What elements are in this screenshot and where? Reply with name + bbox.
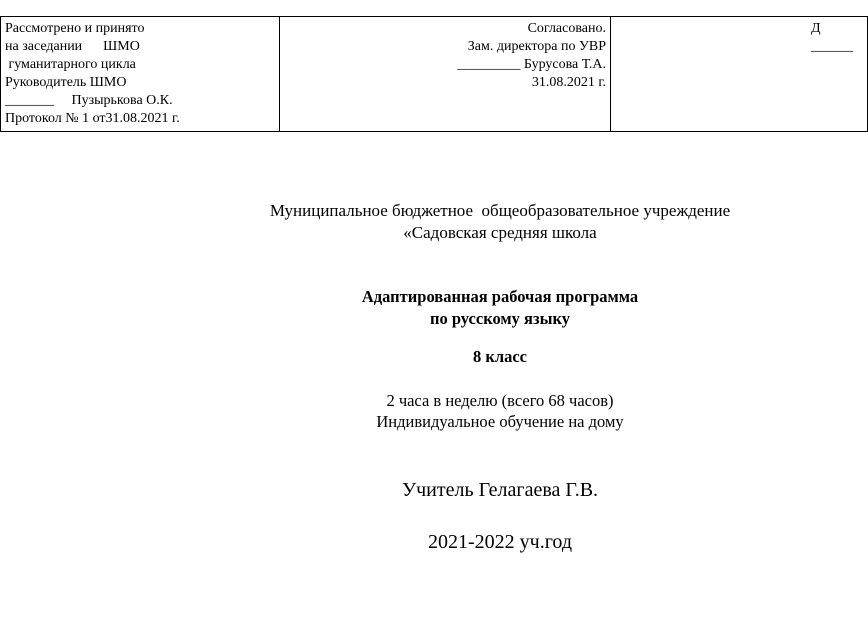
agreed-line: Зам. директора по УВР xyxy=(467,39,606,54)
agreed-line: 31.08.2021 г. xyxy=(531,75,606,90)
approved-cell xyxy=(611,17,868,132)
hours-info xyxy=(220,390,780,432)
approved-line: Д xyxy=(811,21,821,36)
teacher-text: Учитель Гелагаева Г.В. xyxy=(401,479,599,501)
school-name xyxy=(220,200,780,244)
hours-text: 2 часа в неделю (всего 68 часов) xyxy=(386,391,614,410)
reviewed-line: Руководитель ШМО xyxy=(5,75,127,90)
grade-text: 8 класс xyxy=(472,347,528,366)
school-name-line-1: Муниципальное бюджетное общеобразовательное учреждение xyxy=(269,201,731,220)
program-title xyxy=(220,286,780,330)
academic-year xyxy=(220,530,780,554)
year-text: 2021-2022 уч.год xyxy=(427,531,573,553)
agreed-line: _________ Бурусова Т.А. xyxy=(457,57,606,72)
reviewed-line: Протокол № 1 от31.08.2021 г. xyxy=(5,111,180,126)
study-mode-text: Индивидуальное обучение на дому xyxy=(376,412,624,431)
grade-label xyxy=(220,346,780,368)
approved-line: ______ xyxy=(811,39,853,54)
reviewed-line: Рассмотрено и принято xyxy=(5,21,145,36)
reviewed-cell xyxy=(1,17,280,132)
reviewed-line: _______ Пузырькова О.К. xyxy=(5,93,173,108)
program-title-line-2: по русскому языку xyxy=(429,309,571,328)
agreed-cell xyxy=(280,17,611,132)
reviewed-line: на заседании ШМО xyxy=(5,39,140,54)
teacher-name xyxy=(220,478,780,502)
program-title-line-1: Адаптированная рабочая программа xyxy=(361,287,639,306)
approval-table xyxy=(0,16,868,132)
agreed-line: Согласовано. xyxy=(527,21,606,36)
school-name-line-2: «Садовская средняя школа xyxy=(403,223,597,242)
reviewed-line: гуманитарного цикла xyxy=(5,57,136,72)
